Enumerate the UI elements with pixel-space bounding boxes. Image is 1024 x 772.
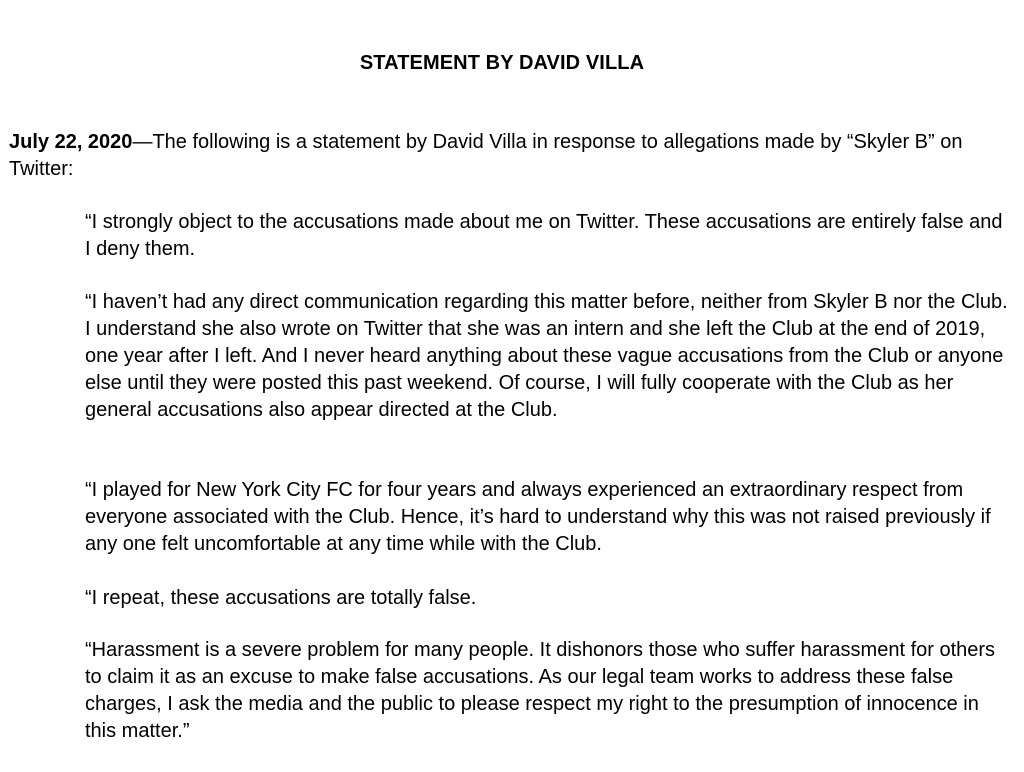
statement-paragraph-1: “I strongly object to the accusations made about me on Twitter. These accusations are entirely false and I deny them. <box>85 211 1003 260</box>
statement-paragraph-2: “I haven’t had any direct communication regarding this matter before, neither from Skyler B nor the Club. I understand she also wrote on Twitter that she was an intern and she left the Club at the end of 2019, one year after I left. And I never heard anything about these vague accusations from the Club or anyone else until they were posted this past weekend. Of course, I will fully cooperate with the Club as her general accusations also appear directed at the Club. <box>85 291 1008 421</box>
statement-paragraph-4: “I repeat, these accusations are totally false. <box>85 587 477 609</box>
intro-paragraph <box>9 129 999 183</box>
statement-date: July 22, 2020 <box>9 131 133 153</box>
intro-text: —The following is a statement by David Villa in response to allegations made by “Skyler B” on Twitter: <box>9 131 963 180</box>
statement-paragraph-5: “Harassment is a severe problem for many people. It dishonors those who suffer harassment for others to claim it as an excuse to make false accusations. As our legal team works to address these false charges, I ask the media and the public to please respect my right to the presumption of innocence in this matter.” <box>85 639 996 742</box>
document-title: STATEMENT BY DAVID VILLA <box>359 52 645 74</box>
statement-paragraph-3: “I played for New York City FC for four years and always experienced an extraordinary respect from everyone associated with the Club. Hence, it’s hard to understand why this was not raised previously if any one felt uncomfortable at any time while with the Club. <box>85 479 991 555</box>
